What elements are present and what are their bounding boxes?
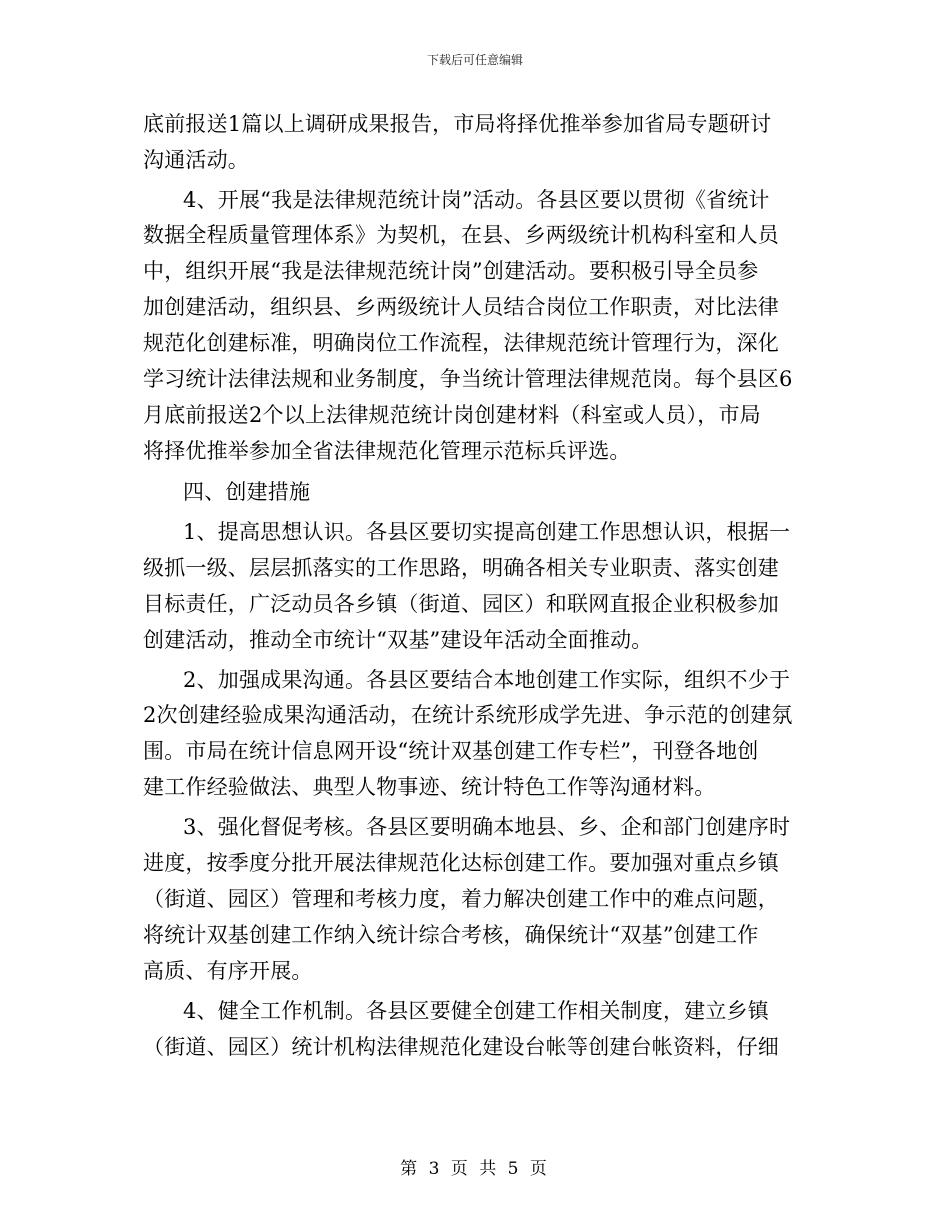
body-line: 规范化创建标准，明确岗位工作流程，法律规范统计管理行为，深化: [143, 331, 779, 355]
body-line: 加创建活动，组织县、乡两级统计人员结合岗位工作职责，对比法律: [143, 295, 779, 319]
body-line: 数据全程质量管理体系》为契机，在县、乡两级统计机构科室和人员: [143, 223, 779, 247]
body-line: 将统计双基创建工作纳入统计综合考核，确保统计“双基”创建工作: [143, 923, 759, 947]
body-line: 沟通活动。: [143, 148, 249, 172]
body-line: 中，组织开展“我是法律规范统计岗”创建活动。要积极引导全员参: [143, 259, 759, 283]
body-line: 1、提高思想认识。各县区要切实提高创建工作思想认识，根据一: [183, 520, 791, 544]
body-line: 学习统计法律法规和业务制度，争当统计管理法律规范岗。每个县区6: [143, 367, 793, 391]
body-line: 高质、有序开展。: [143, 959, 313, 983]
body-line: 2次创建经验成果沟通活动，在统计系统形成学先进、争示范的创建氛: [143, 703, 793, 727]
body-line: 将择优推举参加全省法律规范化管理示范标兵评选。: [143, 439, 631, 463]
body-line: （街道、园区）管理和考核力度，着力解决创建工作中的难点问题，: [143, 887, 779, 911]
body-line: 围。市局在统计信息网开设“统计双基创建工作专栏”，刊登各地创: [143, 739, 759, 763]
page-header-note: 下载后可任意编辑: [426, 53, 523, 67]
body-line: 月底前报送2个以上法律规范统计岗创建材料（科室或人员），市局: [143, 403, 761, 427]
body-line: 级抓一级、层层抓落实的工作思路，明确各相关专业职责、落实创建: [143, 556, 779, 580]
body-line: 目标责任，广泛动员各乡镇（街道、园区）和联网直报企业积极参加: [143, 592, 779, 616]
body-line: 底前报送1篇以上调研成果报告，市局将择优推举参加省局专题研讨: [143, 112, 772, 136]
body-line: 建工作经验做法、典型人物事迹、统计特色工作等沟通材料。: [143, 775, 716, 799]
body-line: 进度，按季度分批开展法律规范化达标创建工作。要加强对重点乡镇: [143, 851, 779, 875]
section-heading: 四、创建措施: [183, 480, 311, 504]
body-line: 4、开展“我是法律规范统计岗”活动。各县区要以贯彻《省统计: [183, 188, 770, 212]
body-line: 创建活动，推动全市统计“双基”建设年活动全面推动。: [143, 628, 653, 652]
body-line: 3、强化督促考核。各县区要明确本地县、乡、企和部门创建序时: [183, 815, 791, 839]
body-line: （街道、园区）统计机构法律规范化建设台帐等创建台帐资料，仔细: [143, 1035, 779, 1059]
page-number-footer: 第 3 页 共 5 页: [400, 1159, 550, 1179]
body-line: 4、健全工作机制。各县区要健全创建工作相关制度，建立乡镇: [183, 999, 769, 1023]
body-line: 2、加强成果沟通。各县区要结合本地创建工作实际，组织不少于: [183, 668, 791, 692]
